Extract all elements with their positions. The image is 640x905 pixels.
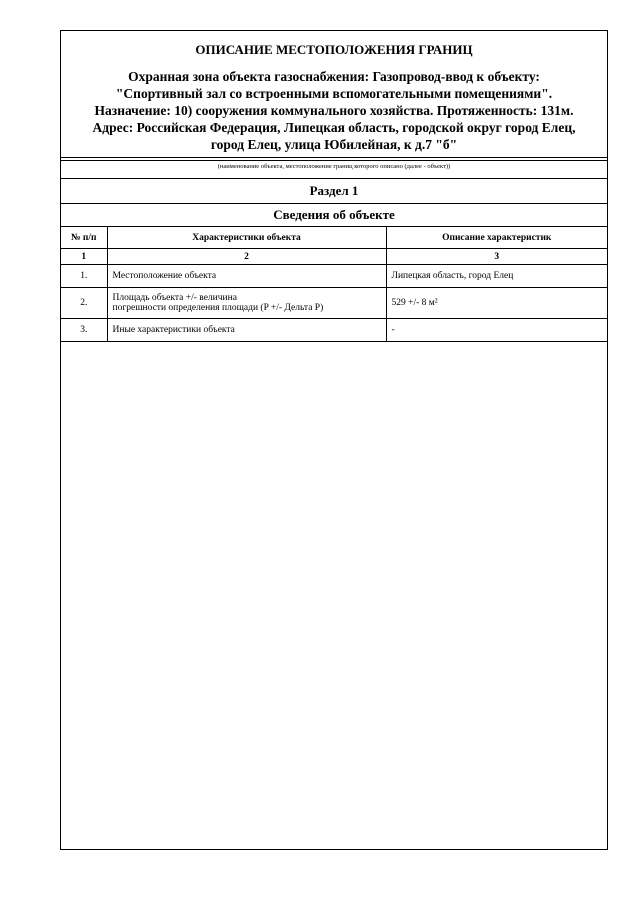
object-description: [61, 64, 607, 153]
document-frame: [60, 30, 608, 850]
divider: [61, 157, 607, 158]
section-title: Раздел 1: [309, 183, 359, 198]
row-characteristic: Местоположение объекта: [107, 265, 386, 288]
object-description-line: Охранная зона объекта газоснабжения: Газопровод-ввод к объекту:: [128, 69, 540, 84]
object-description-line: "Спортивный зал со встроенными вспомогательными помещениями".: [115, 86, 553, 101]
row-characteristic-line: Площадь объекта +/- величина: [112, 293, 237, 303]
object-caption: (наименование объекта, местоположение границ которого описано (далее - объект)): [217, 163, 451, 170]
row-characteristic: Иные характеристики объекта: [107, 319, 386, 342]
object-info-table: [61, 226, 607, 342]
column-number: 2: [107, 249, 386, 265]
object-description-line: Назначение: 10) сооружения коммунального хозяйства. Протяженность: 131м.: [94, 103, 574, 118]
object-description-line: город Елец, улица Юбилейная, к д.7 "б": [210, 137, 458, 152]
row-characteristic: [107, 288, 386, 319]
column-number-row: [61, 249, 607, 265]
header-num: № п/п: [61, 227, 107, 249]
column-number: 3: [386, 249, 607, 265]
document-title: ОПИСАНИЕ МЕСТОПОЛОЖЕНИЯ ГРАНИЦ: [195, 42, 473, 57]
table-row: [61, 265, 607, 288]
row-number: 2.: [61, 288, 107, 319]
table-row: [61, 288, 607, 319]
object-description-line: Адрес: Российская Федерация, Липецкая область, городской округ город Елец,: [92, 120, 576, 135]
section-subtitle: Сведения об объекте: [273, 207, 395, 222]
table-header-row: [61, 227, 607, 249]
row-description: 529 +/- 8 м²: [386, 288, 607, 319]
row-number: 3.: [61, 319, 107, 342]
row-characteristic-line: погрешности определения площади (P +/- Дельта P): [112, 303, 324, 313]
row-description: -: [386, 319, 607, 342]
header-characteristic: Характеристики объекта: [107, 227, 386, 249]
row-number: 1.: [61, 265, 107, 288]
column-number: 1: [61, 249, 107, 265]
header-description: Описание характеристик: [386, 227, 607, 249]
table-row: [61, 319, 607, 342]
row-description: Липецкая область, город Елец: [386, 265, 607, 288]
